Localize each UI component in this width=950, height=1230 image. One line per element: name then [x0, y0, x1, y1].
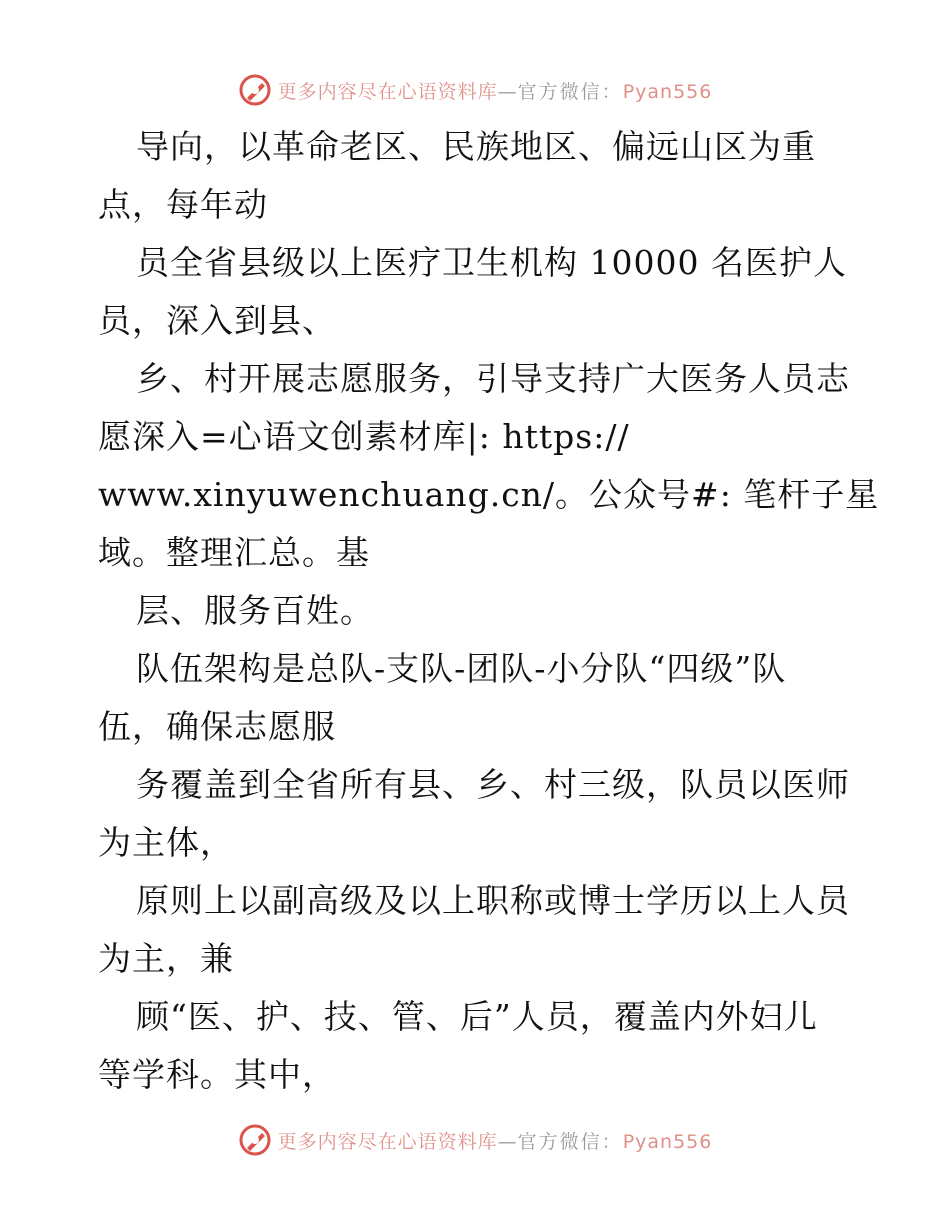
- banner-dash: —: [497, 80, 518, 103]
- header-banner: [0, 70, 950, 110]
- banner-main-text: 更多内容尽在心语资料库: [277, 1130, 498, 1153]
- paragraph-line: 员，深入到县、: [98, 301, 336, 340]
- banner-main-text: 更多内容尽在心语资料库: [277, 80, 498, 103]
- banner-text: [278, 77, 713, 104]
- pen-seal-logo-icon: [238, 73, 272, 107]
- paragraph-line: 为主体，: [98, 823, 234, 862]
- paragraph-line: 原则上以副高级及以上职称或博士学历以上人员: [136, 881, 850, 920]
- paragraph-line: 顾“医、护、技、管、后”人员，覆盖内外妇儿: [136, 997, 818, 1036]
- paragraph-line: 为主，兼: [98, 939, 234, 978]
- paragraph-line: www.xinyuwenchuang.cn/。公众号#: 笔杆子星: [98, 475, 880, 514]
- paragraph-line: 域。整理汇总。基: [98, 533, 370, 572]
- paragraph-line: 导向，以革命老区、民族地区、偏远山区为重: [136, 127, 816, 166]
- paragraph-line: 队伍架构是总队-支队-团队-小分队“四级”队: [136, 649, 787, 688]
- paragraph-line: 务覆盖到全省所有县、乡、村三级，队员以医师: [136, 765, 850, 804]
- banner-dash: —: [497, 1130, 518, 1153]
- paragraph-line: 员全省县级以上医疗卫生机构 10000 名医护人: [136, 243, 847, 282]
- paragraph-line: 点，每年动: [98, 185, 268, 224]
- pen-seal-logo-icon: [238, 1123, 272, 1157]
- paragraph-line: 伍，确保志愿服: [98, 707, 336, 746]
- document-body: [98, 118, 880, 1104]
- banner-wechat-label: 官方微信：: [517, 1130, 623, 1153]
- paragraph-line: 乡、村开展志愿服务，引导支持广大医务人员志: [136, 359, 850, 398]
- paragraph-line: 愿深入=心语文创素材库|: https://: [98, 417, 630, 456]
- banner-wechat-label: 官方微信：: [517, 80, 623, 103]
- footer-banner: [0, 1120, 950, 1160]
- banner-text: [278, 1127, 713, 1154]
- banner-wechat-id: Pyan556: [622, 80, 713, 103]
- paragraph-line: 等学科。其中，: [98, 1055, 336, 1094]
- banner-wechat-id: Pyan556: [622, 1130, 713, 1153]
- paragraph-line: 层、服务百姓。: [136, 591, 374, 630]
